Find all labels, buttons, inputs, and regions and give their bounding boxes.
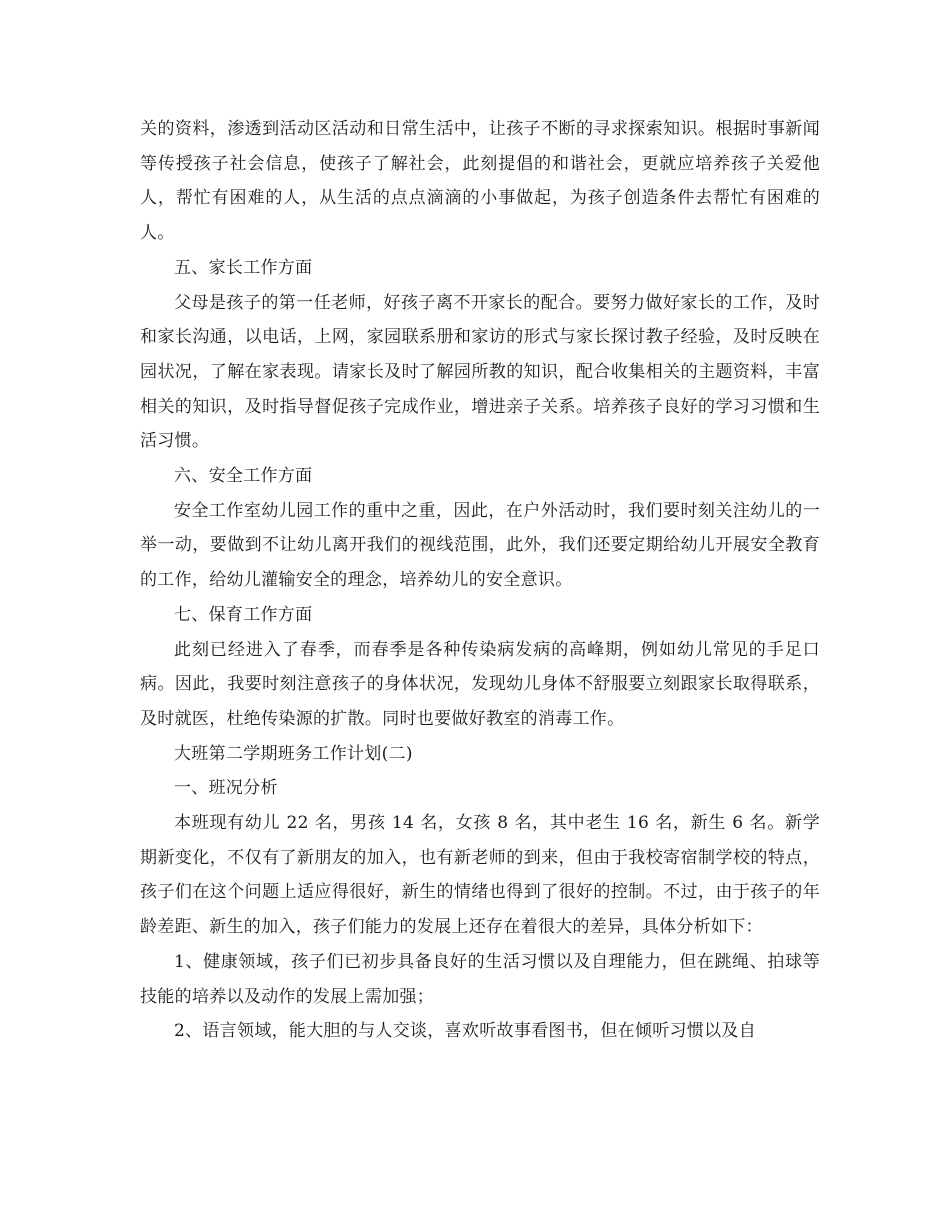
paragraph-safety-work: 安全工作室幼儿园工作的重中之重，因此，在户外活动时，我们要时刻关注幼儿的一举一动，要做到不让幼儿离开我们的视线范围，此外，我们还要定期给幼儿开展安全教育的工作，给幼儿灌输安全的理念，培养幼儿的安全意识。 [140,500,820,591]
list-item-language: 2、语言领域，能大胆的与人交谈，喜欢听故事看图书，但在倾听习惯以及自 [174,1021,757,1042]
document-body [140,112,820,1049]
heading-parent-work: 五、家长工作方面 [174,257,313,278]
heading-care-work: 七、保育工作方面 [174,604,313,625]
list-item-health: 1、健康领域，孩子们已初步具备良好的生活习惯以及自理能力，但在跳绳、拍球等技能的培养以及动作的发展上需加强； [140,951,820,1007]
paragraph-class-analysis: 本班现有幼儿 22 名，男孩 14 名，女孩 8 名，其中老生 16 名，新生 6 名。新学期新变化，不仅有了新朋友的加入，也有新老师的到来，但由于我校寄宿制学校的特点，孩子们在这个问题上适应得很好，新生的情绪也得到了很好的控制。不过，由于孩子的年龄差距、新生的加入，孩子们能力的发展上还存在着很大的差异，具体分析如下： [140,813,820,938]
paragraph-resources: 关的资料，渗透到活动区活动和日常生活中，让孩子不断的寻求探索知识。根据时事新闻等传授孩子社会信息，使孩子了解社会，此刻提倡的和谐社会，更就应培养孩子关爱他人，帮忙有困难的人，从生活的点点滴滴的小事做起，为孩子创造条件去帮忙有困难的人。 [140,119,820,244]
paragraph-care-work: 此刻已经进入了春季，而春季是各种传染病发病的高峰期，例如幼儿常见的手足口病。因此，我要时刻注意孩子的身体状况，发现幼儿身体不舒服要立刻跟家长取得联系，及时就医，杜绝传染源的扩散。同时也要做好教室的消毒工作。 [140,639,820,729]
section-title-plan-two: 大班第二学期班务工作计划(二) [174,743,413,764]
heading-safety-work: 六、安全工作方面 [174,466,313,487]
heading-class-analysis: 一、班况分析 [174,778,278,799]
paragraph-parent-work: 父母是孩子的第一任老师，好孩子离不开家长的配合。要努力做好家长的工作，及时和家长沟通，以电话，上网，家园联系册和家访的形式与家长探讨教子经验，及时反映在园状况，了解在家表现。请家长及时了解园所教的知识，配合收集相关的主题资料，丰富相关的知识，及时指导督促孩子完成作业，增进亲子关系。培养孩子良好的学习习惯和生活习惯。 [140,292,820,452]
